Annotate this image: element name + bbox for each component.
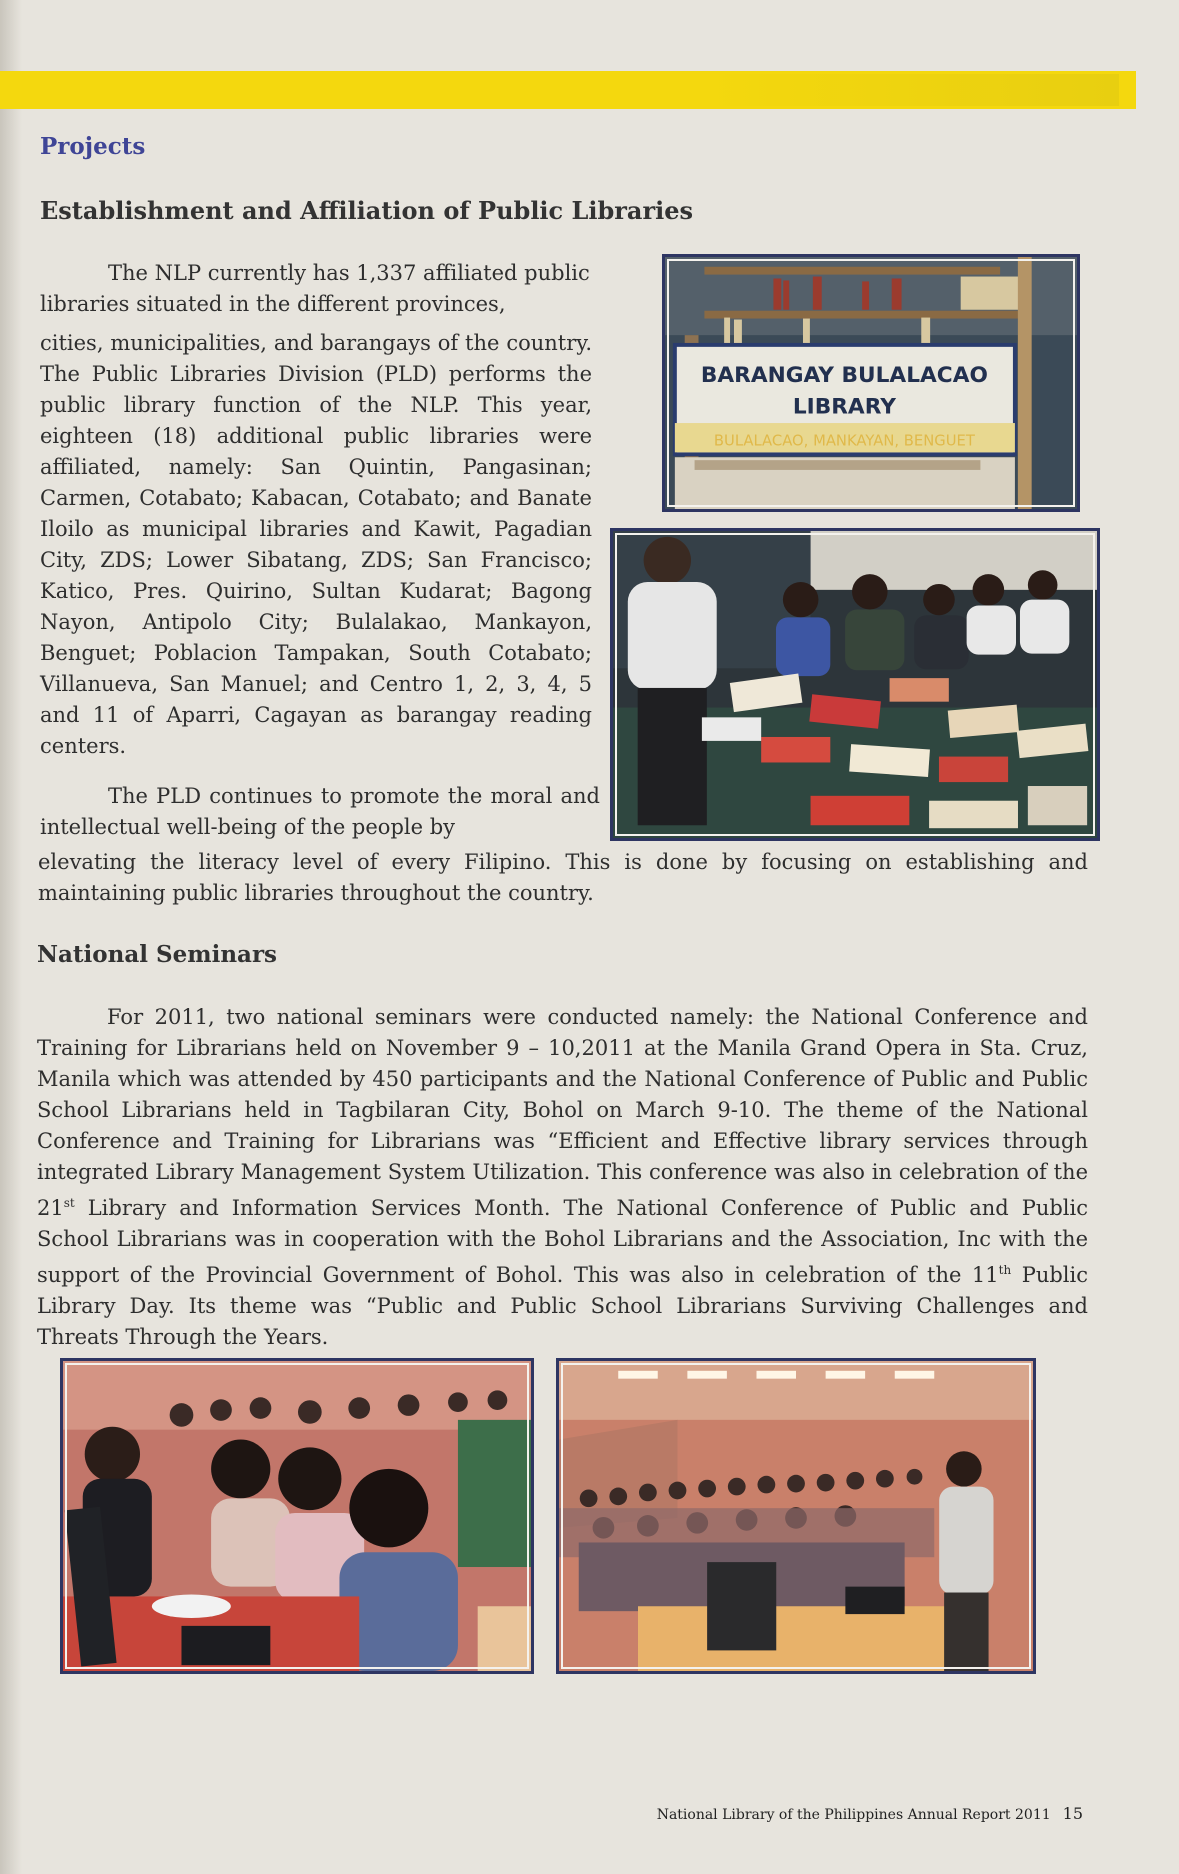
section-title: Projects	[40, 133, 146, 160]
libraries-paragraph-1-body: cities, municipalities, and barangays of the country. The Public Libraries Division (PLD) performs the public library function of the NLP. This year, eighteen (18) additional public libraries were affiliated, namely: San Quintin, Pangasinan; Carmen, Cotabato; Kabacan, Cotabato; and Banate Iloilo as municipal libraries and Kawit, Pagadian City, ZDS; Lower Sibatang, ZDS; San Francisco; Katico, Pres. Quirino, Sultan Kudarat; Bagong Nayon, Antipolo City; Bulalakao, Mankayon, Benguet; Poblacion Tampakan, South Cotabato; Villanueva, San Manuel; and Centro 1, 2, 3, 4, 5 and 11 of Aparri, Cagayan as barangay reading centers.	[40, 331, 592, 758]
header-band-bleedthrough	[699, 74, 1119, 106]
page-number: 15	[1062, 1804, 1083, 1823]
sign-text-line-1: BARANGAY BULALACAO	[700, 363, 988, 388]
photo-seminar-participants-closeup	[60, 1358, 534, 1674]
ordinal-suffix-th: th	[998, 1263, 1012, 1277]
sign-text-line-3: BULALACAO, MANKAYAN, BENGUET	[713, 432, 975, 450]
page-gutter-shadow	[0, 0, 22, 1874]
ordinal-suffix-st: st	[63, 1196, 75, 1210]
sign-text-line-2: LIBRARY	[792, 394, 896, 420]
libraries-paragraph-2-intro: The PLD continues to promote the moral and intellectual well-being of the people by	[40, 784, 600, 839]
libraries-paragraph-2-body: elevating the literacy level of every Filipino. This is done by focusing on establishing and maintaining public libraries throughout the country.	[38, 850, 1088, 905]
page-footer	[657, 1804, 1083, 1823]
seminars-text-part-2: Library and Information Services Month. The National Conference of Public and Public School Librarians was in cooperation with the Bohol Librarians and the Association, Inc with the support of the Provincial Government of Bohol. This was also in celebration of the 11	[37, 1196, 1088, 1287]
seminars-text-part-3: Public Library Day. Its theme was “Public and Public School Librarians Surviving Challenges and Threats Through the Years.	[37, 1263, 1089, 1349]
photo-barangay-library-sign	[662, 254, 1080, 512]
libraries-heading: Establishment and Affiliation of Public Libraries	[40, 196, 694, 225]
libraries-paragraph-1-intro: The NLP currently has 1,337 affiliated public libraries situated in the different provinces,	[40, 261, 590, 316]
photo-conference-hall	[556, 1358, 1036, 1674]
footer-publication: National Library of the Philippines Annual Report 2011	[656, 1807, 1051, 1823]
seminars-paragraph	[37, 1002, 1088, 1353]
seminars-text-part-1: For 2011, two national seminars were conducted namely: the National Conference and Training for Librarians held on November 9 – 10,2011 at the Manila Grand Opera in Sta. Cruz, Manila which was attended by 450 participants and the National Conference of Public and Public School Librarians held in Tagbilaran City, Bohol on March 9-10. The theme of the National Conference and Training for Librarians was “Efficient and Effective library services through integrated Library Management System Utilization. This conference was also in celebration of the 21	[37, 1005, 1088, 1220]
seminars-heading: National Seminars	[37, 941, 278, 968]
photo-reading-center-group	[610, 528, 1100, 841]
